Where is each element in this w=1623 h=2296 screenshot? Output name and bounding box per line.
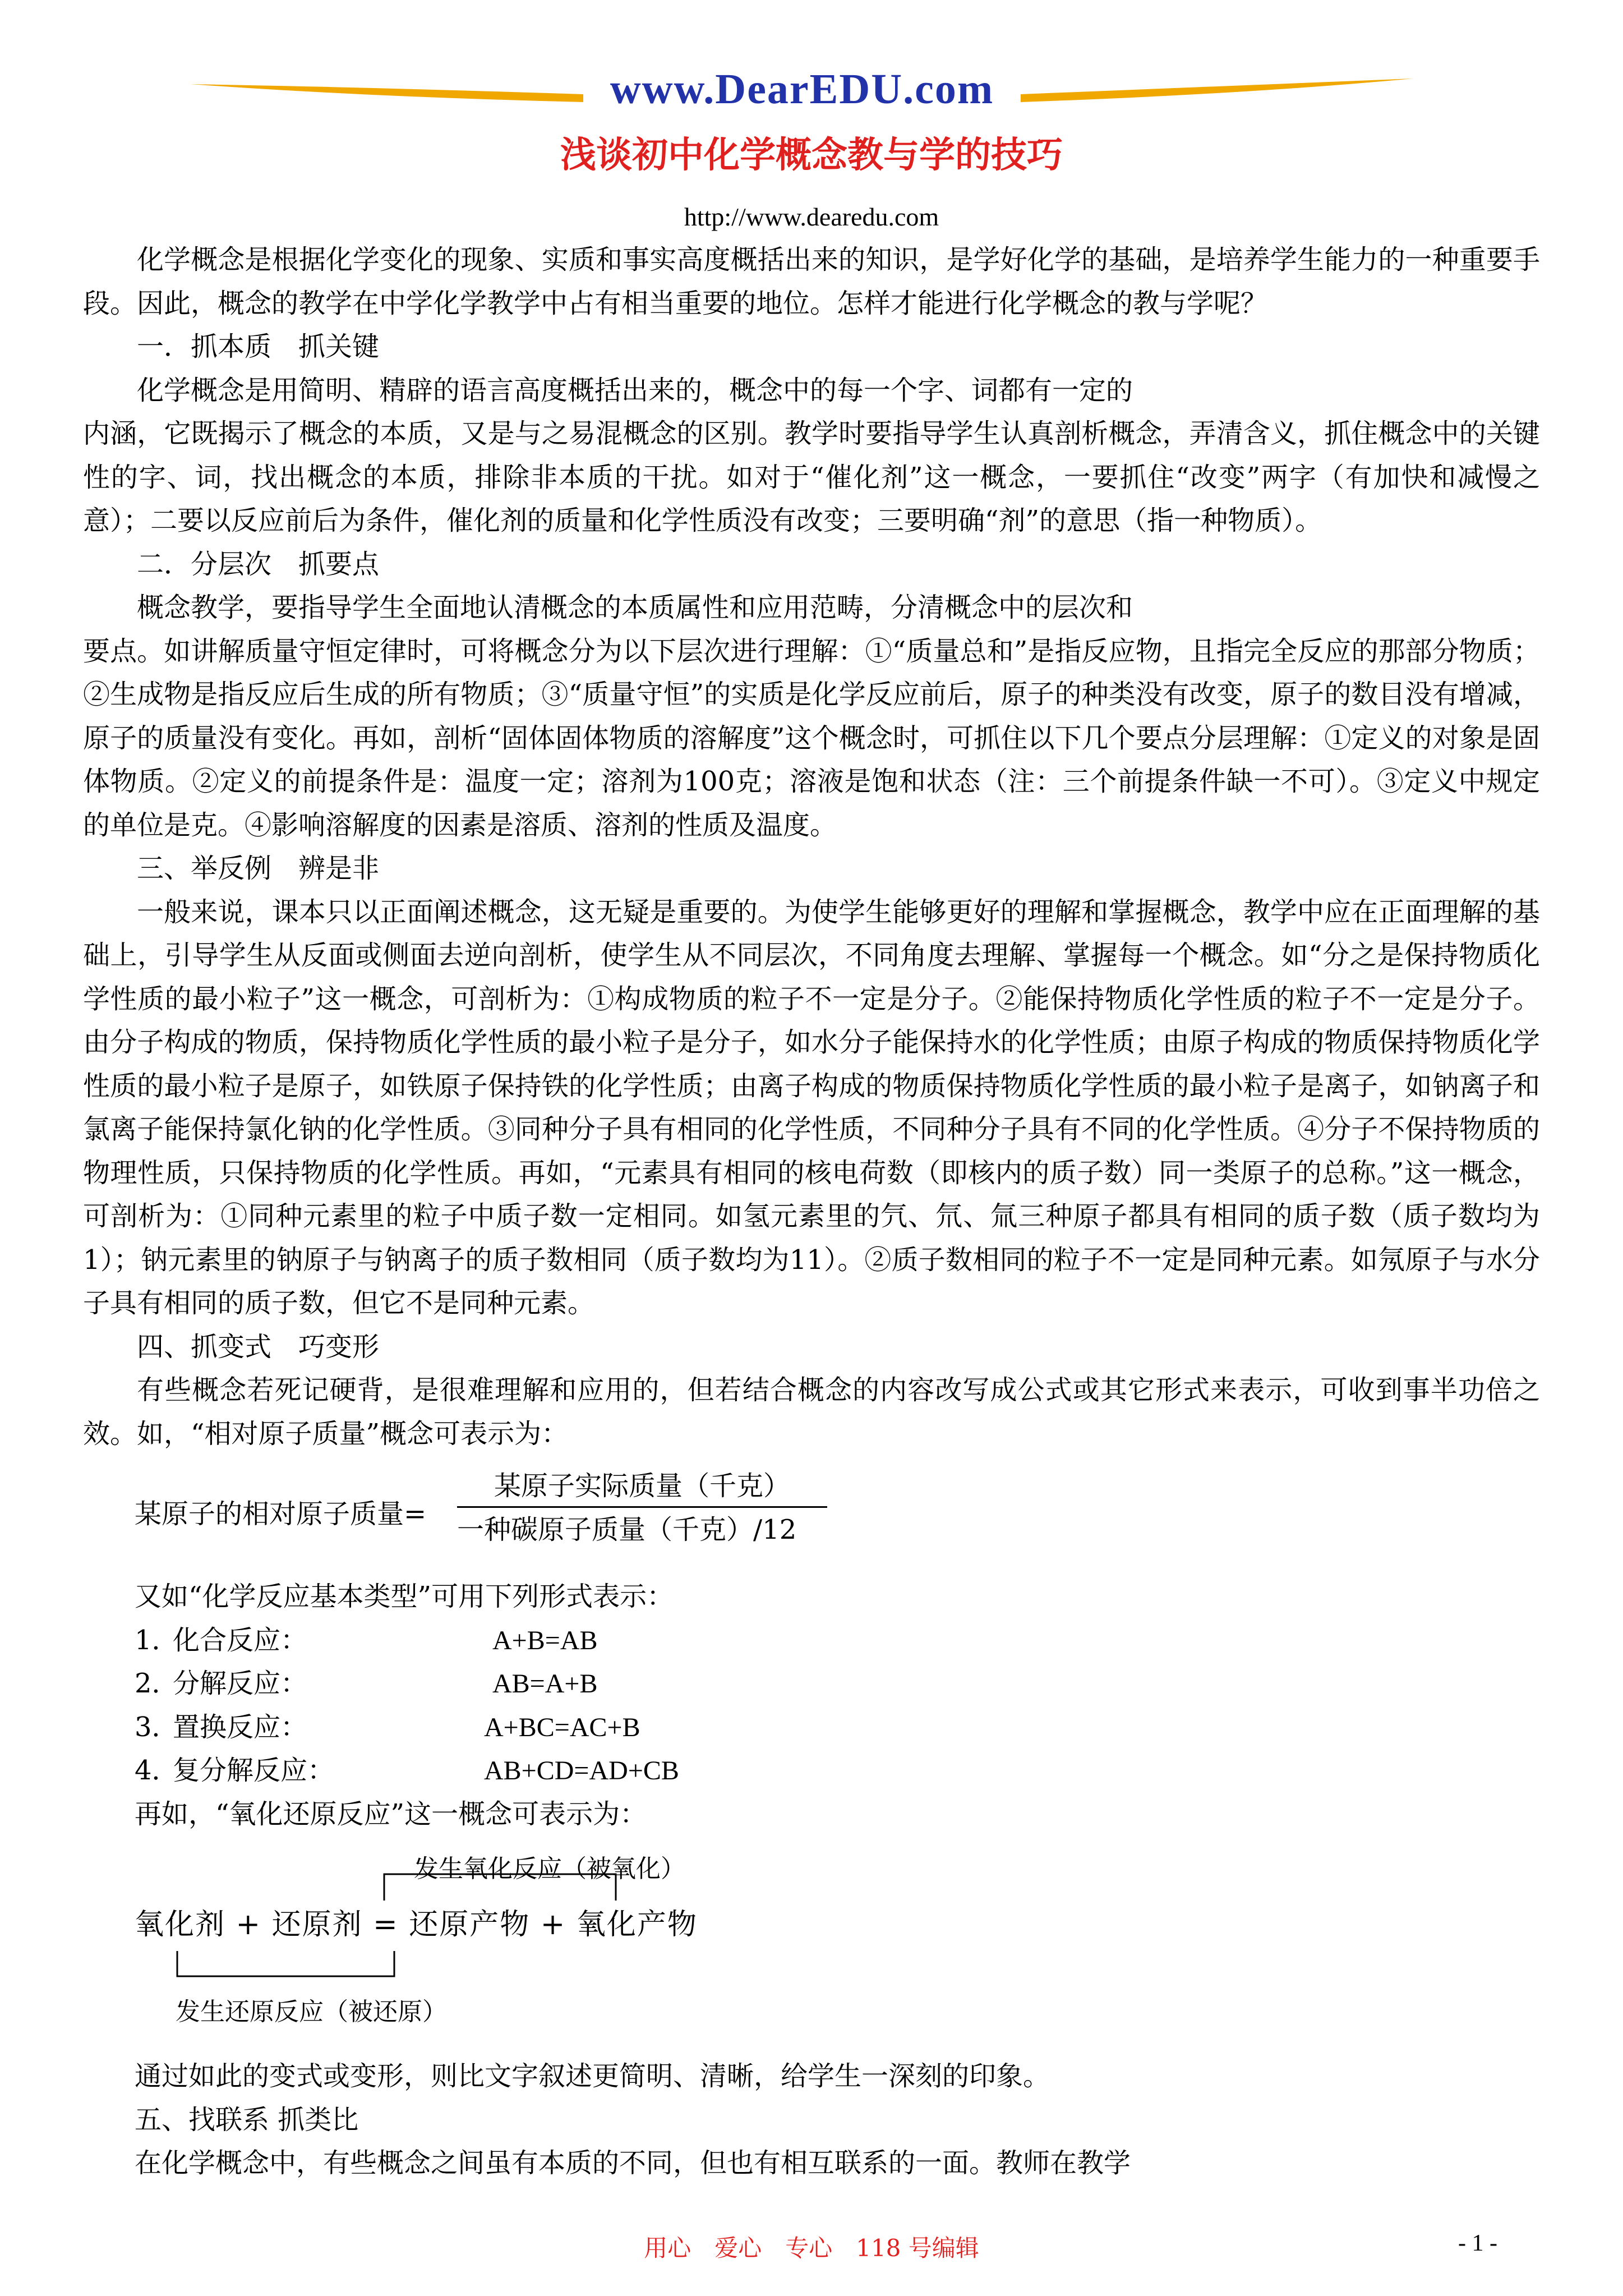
section-2-paragraph: 要点。如讲解质量守恒定律时，可将概念分为以下层次进行理解：①“质量总和”是指反应物，且指完全反应的那部分物质；②生成物是指反应后生成的所有物质；③“质量守恒”的实质是化学反应前后，原子的种类没有改变，原子的数目没有增减，原子的质量没有变化。再如，剖析“固体固体物质的溶解度”这个概念时，可抓住以下几个要点分层理解：①定义的对象是固体物质。②定义的前提条件是：温度一定；溶剂为100克；溶液是饱和状态（注：三个前提条件缺一不可）。③定义中规定的单位是克。④影响溶解度的因素是溶质、溶剂的性质及温度。 [83,635,1540,841]
list-item [83,1749,1540,1793]
oxidation-label: 发生氧化反应（被氧化） [414,1855,685,1883]
section-1-paragraph-line: 化学概念是用简明、精辟的语言高度概括出来的，概念中的每一个字、词都有一定的 [137,374,1133,406]
list-item-number: 4． [135,1755,179,1786]
formula-denominator: 一种碳原子质量（千克）/12 [457,1514,797,1545]
list-item-name: 复分解反应： [173,1755,335,1786]
reaction-type-list [83,1619,1540,1793]
list-item-number: 3． [135,1711,179,1743]
relative-atomic-mass-formula [135,1466,1540,1564]
site-banner [191,62,1413,123]
page-footer: 用心 爱心 专心 118 号编辑 [644,2234,979,2262]
section-4-paragraph: 有些概念若死记硬背，是很难理解和应用的，但若结合概念的内容改写成公式或其它形式来表示，可收到事半功倍之效。如，“相对原子质量”概念可表示为： [83,1374,1540,1450]
list-item-equation: A+BC=AC+B [484,1712,640,1742]
reduction-label: 发生还原反应（被还原） [176,1998,447,2026]
list-item-equation: AB=A+B [492,1669,598,1699]
page-title: 浅谈初中化学概念教与学的技巧 [560,135,1063,176]
page-number: - 1 - [1458,2230,1497,2256]
list-item [83,1619,1540,1663]
section-4-paragraph-3: 再如，“氧化还原反应”这一概念可表示为： [135,1798,647,1830]
list-item [83,1662,1540,1706]
section-heading-4: 四、抓变式 巧变形 [137,1331,380,1363]
list-item-number: 2． [135,1668,179,1699]
section-heading-3: 三、举反例 辨是非 [137,853,380,884]
list-item-name: 置换反应： [173,1711,308,1743]
formula-fraction [457,1466,827,1552]
list-item [83,1706,1540,1750]
list-item-name: 化合反应： [173,1624,308,1656]
article-body [83,238,1540,2185]
redox-diagram [83,1842,1540,2035]
site-logo[interactable]: www.DearEDU.com [610,66,994,113]
formula-label: 某原子的相对原子质量= [135,1498,427,1530]
section-1-paragraph: 内涵，它既揭示了概念的本质，又是与之易混概念的区别。教学时要指导学生认真剖析概念，弄清含义，抓住概念中的关键性的字、词，找出概念的本质，排除非本质的干扰。如对于“催化剂”这一概念，一要抓住“改变”两字（有加快和减慢之意）；二要以反应前后为条件，催化剂的质量和化学性质没有改变；三要明确“剂”的意思（指一种物质）。 [83,418,1540,536]
section-heading-5: 五、找联系 抓类比 [135,2104,359,2136]
section-heading-1: 一．抓本质 抓关键 [137,331,380,362]
list-item-number: 1． [135,1624,179,1656]
section-4-paragraph-2: 又如“化学反应基本类型”可用下列形式表示： [135,1581,674,1612]
formula-numerator: 某原子实际质量（千克） [494,1470,790,1502]
intro-paragraph: 化学概念是根据化学变化的现象、实质和事实高度概括出来的知识，是学好化学的基础，是培养学生能力的一种重要手段。因此，概念的教学在中学化学教学中占有相当重要的地位。怎样才能进行化学概念的教与学呢？ [83,244,1540,319]
list-item-equation: AB+CD=AD+CB [484,1756,679,1786]
list-item-equation: A+B=AB [492,1625,598,1655]
redox-equation: 氧化剂 + 还原剂 = 还原产物 + 氧化产物 [135,1908,698,1941]
section-3-paragraph: 一般来说，课本只以正面阐述概念，这无疑是重要的。为使学生能够更好的理解和掌握概念，教学中应在正面理解的基础上，引导学生从反面或侧面去逆向剖析，使学生从不同层次，不同角度去理解、掌握每一个概念。如“分之是保持物质化学性质的最小粒子”这一概念，可剖析为：①构成物质的粒子不一定是分子。②能保持物质化学性质的粒子不一定是分子。由分子构成的物质，保持物质化学性质的最小粒子是分子，如水分子能保持水的化学性质；由原子构成的物质保持物质化学性质的最小粒子是原子，如铁原子保持铁的化学性质；由离子构成的物质保持物质化学性质的最小粒子是离子，如钠离子和氯离子能保持氯化钠的化学性质。③同种分子具有相同的化学性质，不同种分子具有不同的化学性质。④分子不保持物质的物理性质，只保持物质的化学性质。再如，“元素具有相同的核电荷数（即核内的质子数）同一类原子的总称。”这一概念，可剖析为：①同种元素里的粒子中质子数一定相同。如氢元素里的氕、氘、氚三种原子都具有相同的质子数（质子数均为1）；钠元素里的钠原子与钠离子的质子数相同（质子数均为11）。②质子数相同的粒子不一定是同种元素。如氖原子与水分子具有相同的质子数，但它不是同种元素。 [83,896,1540,1319]
section-heading-2: 二．分层次 抓要点 [137,548,380,580]
list-item-name: 分解反应： [173,1668,308,1699]
source-url[interactable]: http://www.dearedu.com [684,203,939,231]
section-4-paragraph-4: 通过如此的变式或变形，则比文字叙述更简明、清晰，给学生一深刻的印象。 [135,2060,1050,2092]
section-5-paragraph: 在化学概念中，有些概念之间虽有本质的不同，但也有相互联系的一面。教师在教学 [135,2147,1131,2179]
section-2-paragraph-line: 概念教学，要指导学生全面地认清概念的本质属性和应用范畴，分清概念中的层次和 [137,592,1133,623]
